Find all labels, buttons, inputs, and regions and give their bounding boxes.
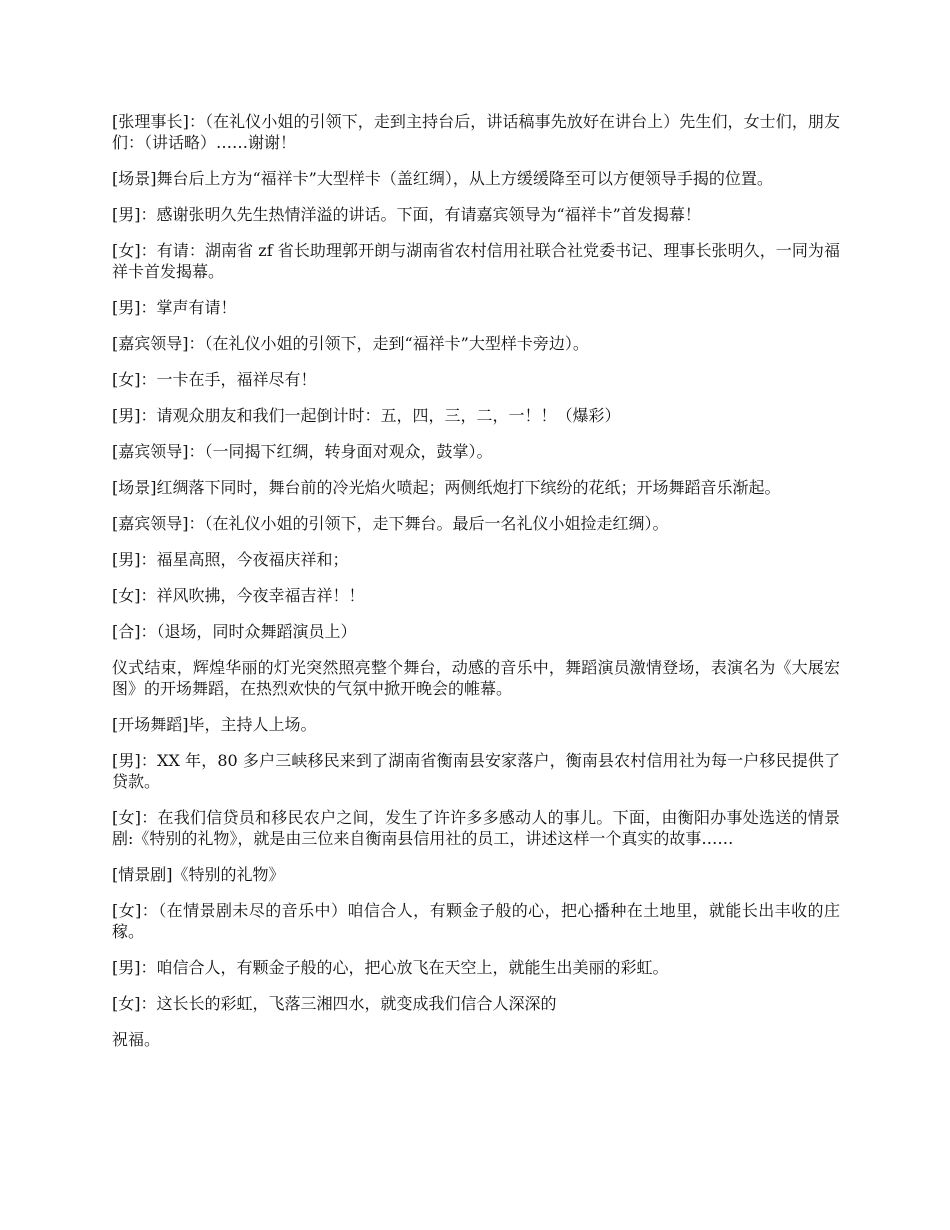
paragraph-21: [男]：咱信合人，有颗金子般的心，把心放飞在天空上，就能生出美丽的彩虹。 [112, 958, 669, 977]
paragraph-19: [情景剧]《特别的礼物》 [112, 865, 285, 884]
paragraph-22: [女]：这长长的彩虹，飞落三湘四水，就变成我们信合人深深的 [112, 994, 557, 1013]
paragraph-13: [女]：祥风吹拂，今夜幸福吉祥！！ [112, 586, 365, 605]
paragraph-16: [开场舞蹈]毕，主持人上场。 [112, 715, 317, 734]
paragraph-18: [女]：在我们信贷员和移民农户之间，发生了许许多多感动人的事儿。下面，由衡阳办事处选送的情景剧:《特别的礼物》，就是由三位来自衡南县信用社的员工，讲述这样一个真实的故事…… [112, 808, 840, 848]
paragraph-5: [男]：掌声有请！ [112, 298, 237, 317]
paragraph-15: 仪式结束，辉煌华丽的灯光突然照亮整个舞台，动感的音乐中，舞蹈演员激情登场，表演名为《大展宏图》的开场舞蹈，在热烈欢快的气氛中掀开晚会的帷幕。 [112, 658, 840, 698]
paragraph-1: [张理事长]：（在礼仪小姐的引领下，走到主持台后，讲话稿事先放好在讲台上）先生们，女士们，朋友们：（讲话略）……谢谢！ [112, 112, 840, 152]
paragraph-17: [男]：XX 年，80 多户三峡移民来到了湖南省衡南县安家落户，衡南县农村信用社为每一户移民提供了贷款。 [112, 751, 840, 791]
paragraph-6: [嘉宾领导]：（在礼仪小姐的引领下，走到“福祥卡”大型样卡旁边）。 [112, 334, 589, 353]
paragraph-9: [嘉宾领导]：（一同揭下红绸，转身面对观众，鼓掌）。 [112, 442, 493, 461]
paragraph-7: [女]：一卡在手，福祥尽有！ [112, 370, 317, 389]
paragraph-20: [女]：（在情景剧未尽的音乐中）咱信合人，有颗金子般的心，把心播种在土地里，就能长出丰收的庄稼。 [112, 901, 840, 941]
paragraph-12: [男]：福星高照，今夜福庆祥和； [112, 550, 349, 569]
document-page [112, 111, 840, 1065]
paragraph-11: [嘉宾领导]：（在礼仪小姐的引领下，走下舞台。最后一名礼仪小姐捡走红绸）。 [112, 514, 669, 533]
paragraph-2: [场景]舞台后上方为“福祥卡”大型样卡（盖红绸），从上方缓缓降至可以方便领导手揭的位置。 [112, 169, 773, 188]
paragraph-8: [男]：请观众朋友和我们一起倒计时：五，四，三，二，一！！（爆彩） [112, 406, 621, 425]
paragraph-4: [女]：有请：湖南省 zf 省长助理郭开朗与湖南省农村信用社联合社党委书记、理事长张明久，一同为福祥卡首发揭幕。 [112, 241, 840, 281]
paragraph-10: [场景]红绸落下同时，舞台前的冷光焰火喷起；两侧纸炮打下缤纷的花纸；开场舞蹈音乐渐起。 [112, 478, 781, 497]
paragraph-14: [合]：（退场，同时众舞蹈演员上） [112, 622, 357, 641]
paragraph-3: [男]：感谢张明久先生热情洋溢的讲话。下面，有请嘉宾领导为“福祥卡”首发揭幕！ [112, 205, 701, 224]
paragraph-23: 祝福。 [112, 1030, 161, 1049]
